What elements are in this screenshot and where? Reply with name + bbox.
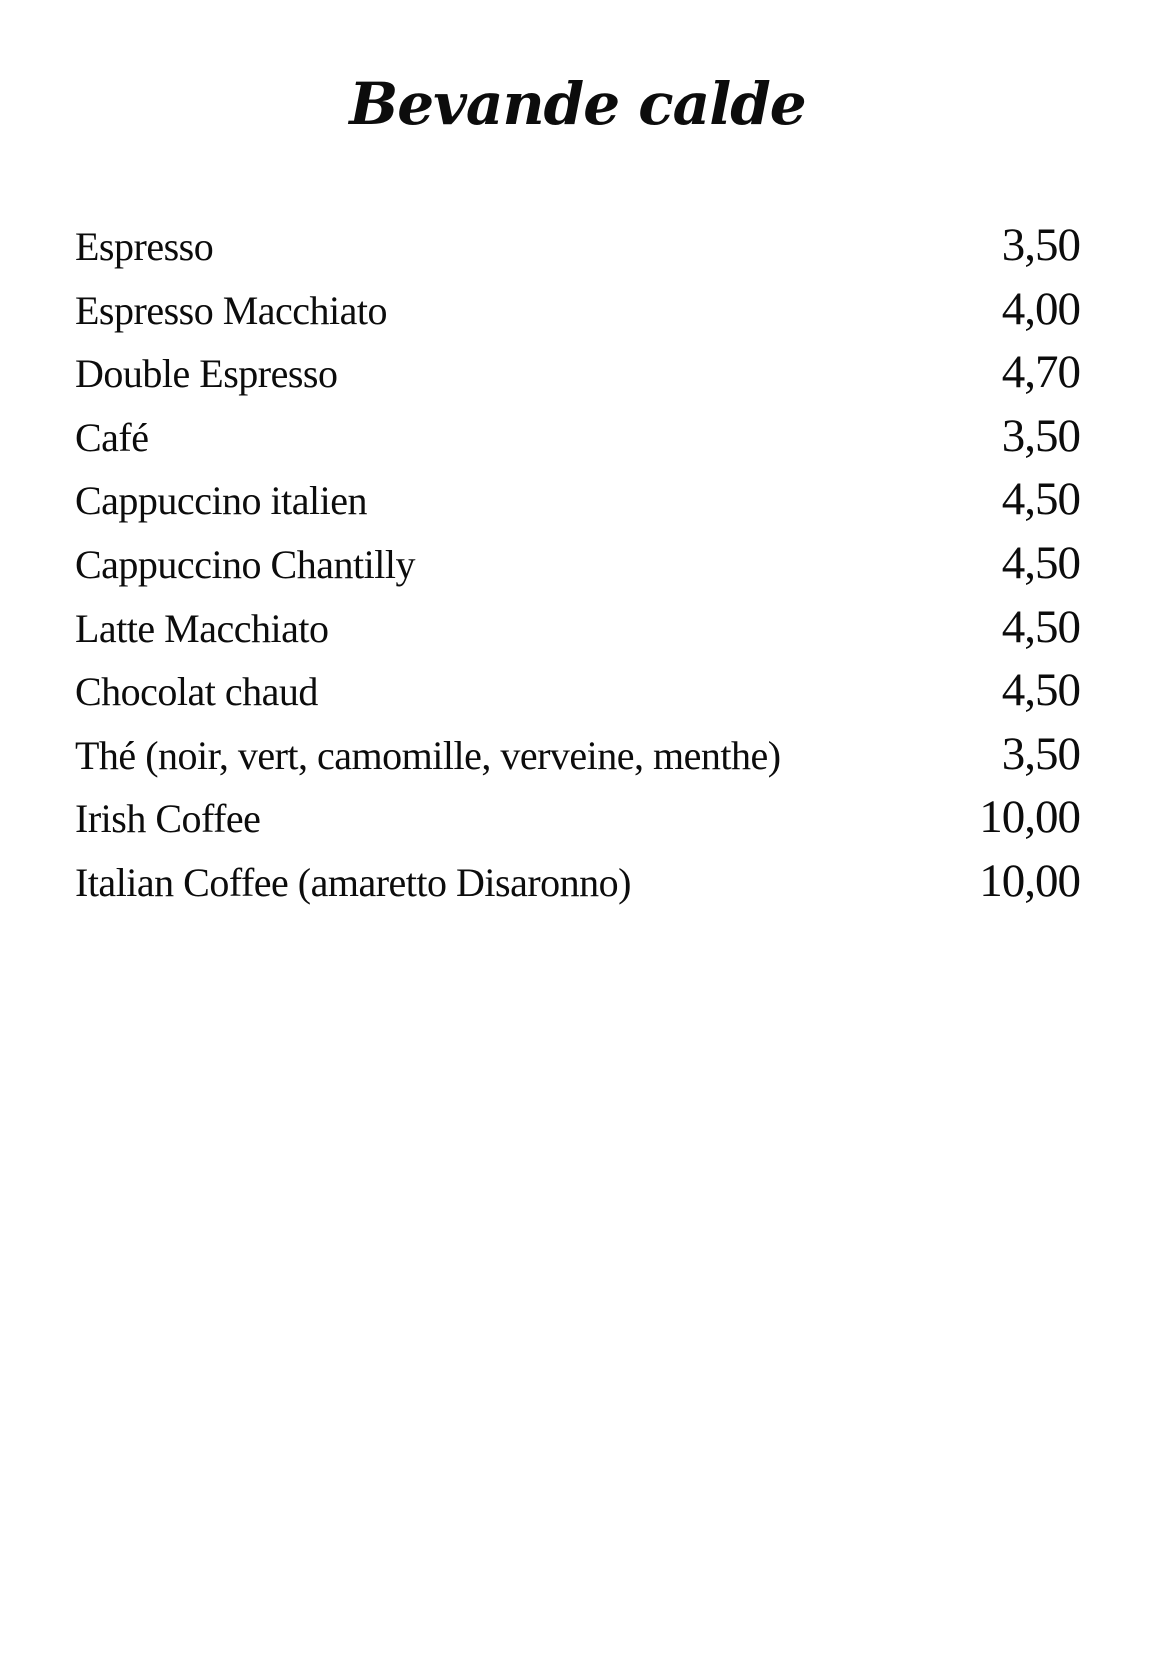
- menu-item-row: [75, 600, 1080, 664]
- menu-item-price: 4,50: [1001, 536, 1080, 589]
- menu-item-row: [75, 472, 1080, 536]
- menu-item-price: 3,50: [1001, 409, 1080, 462]
- menu-item-name: Irish Coffee: [75, 796, 261, 842]
- menu-item-price: 4,70: [1001, 346, 1080, 399]
- menu-item-name: Cappuccino italien: [75, 478, 368, 524]
- menu-item-row: [75, 218, 1080, 282]
- menu-item-row: [75, 536, 1080, 600]
- menu-item-price: 10,00: [979, 791, 1080, 844]
- menu-item-row: [75, 409, 1080, 473]
- menu-item-price: 4,50: [1001, 664, 1080, 717]
- page-title: Bevande calde: [349, 70, 806, 138]
- menu-item-name: Thé (noir, vert, camomille, verveine, menthe): [75, 732, 781, 778]
- menu-item-row: [75, 790, 1080, 854]
- menu-item-row: [75, 282, 1080, 346]
- menu-item-name: Chocolat chaud: [75, 669, 318, 715]
- menu-item-row: [75, 663, 1080, 727]
- menu-item-row: [75, 854, 1080, 918]
- menu-item-price: 4,50: [1001, 473, 1080, 526]
- menu-item-name: Double Espresso: [75, 351, 338, 397]
- menu-item-name: Espresso: [75, 224, 214, 269]
- menu-item-name: Café: [75, 414, 149, 460]
- menu-item-row: [75, 727, 1080, 791]
- menu-item-name: Italian Coffee (amaretto Disaronno): [75, 859, 631, 905]
- menu-item-price: 3,50: [1001, 727, 1080, 780]
- menu-item-price: 10,00: [979, 854, 1080, 907]
- menu-item-price: 4,00: [1001, 282, 1080, 335]
- menu-item-row: [75, 345, 1080, 409]
- menu-item-price: 3,50: [1001, 219, 1080, 271]
- menu-item-name: Latte Macchiato: [75, 605, 329, 651]
- menu-list: [75, 218, 1080, 918]
- menu-item-name: Espresso Macchiato: [75, 287, 388, 333]
- menu-item-price: 4,50: [1001, 600, 1080, 653]
- menu-item-name: Cappuccino Chantilly: [75, 541, 415, 587]
